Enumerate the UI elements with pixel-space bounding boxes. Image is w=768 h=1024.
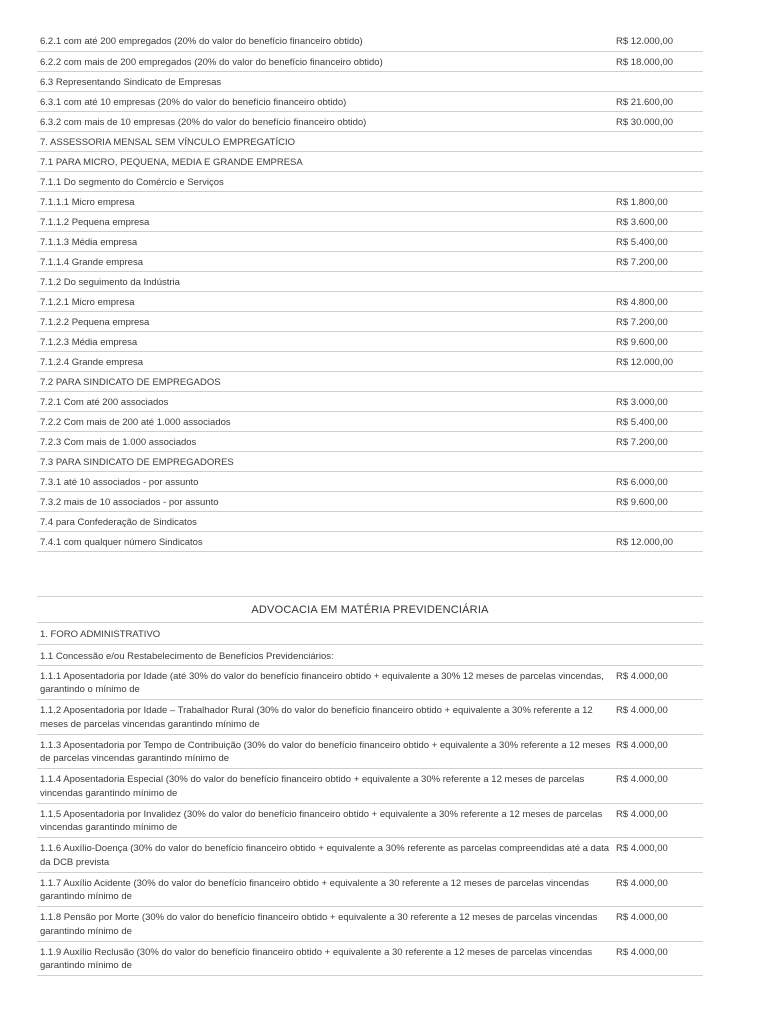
row-description: 1. FORO ADMINISTRATIVO xyxy=(37,623,613,644)
table-row xyxy=(37,71,703,91)
table-row xyxy=(37,907,703,942)
row-price: R$ 9.600,00 xyxy=(613,491,703,511)
row-price: R$ 5.400,00 xyxy=(613,411,703,431)
row-price: R$ 7.200,00 xyxy=(613,311,703,331)
row-price xyxy=(613,151,703,171)
table-row xyxy=(37,191,703,211)
table-row xyxy=(37,291,703,311)
row-description: 7.1 PARA MICRO, PEQUENA, MEDIA E GRANDE EMPRESA xyxy=(37,151,613,171)
row-price: R$ 4.000,00 xyxy=(613,700,703,735)
table-row xyxy=(37,151,703,171)
table-row xyxy=(37,700,703,735)
row-price: R$ 4.000,00 xyxy=(613,872,703,907)
row-price xyxy=(613,511,703,531)
row-description: 7.1.2.3 Média empresa xyxy=(37,331,613,351)
table-row xyxy=(37,391,703,411)
fee-table-social-security xyxy=(37,623,703,976)
row-description: 1.1.6 Auxílio-Doença (30% do valor do benefício financeiro obtido + equivalente a 30% referente as parcelas compreendidas até a data da DCB prevista xyxy=(37,838,613,873)
row-description: 7.2.3 Com mais de 1.000 associados xyxy=(37,431,613,451)
row-description: 7.2.1 Com até 200 associados xyxy=(37,391,613,411)
table-row xyxy=(37,351,703,371)
row-description: 1.1.1 Aposentadoria por Idade (até 30% do valor do benefício financeiro obtido + equivalente a 30% 12 meses de parcelas vincendas, garantindo o mínimo de xyxy=(37,665,613,700)
row-description: 7.1.1.2 Pequena empresa xyxy=(37,211,613,231)
table-row xyxy=(37,665,703,700)
row-description: 7.2 PARA SINDICATO DE EMPREGADOS xyxy=(37,371,613,391)
row-description: 6.3 Representando Sindicato de Empresas xyxy=(37,71,613,91)
row-price: R$ 18.000,00 xyxy=(613,51,703,71)
row-price: R$ 4.000,00 xyxy=(613,838,703,873)
row-description: 1.1.4 Aposentadoria Especial (30% do valor do benefício financeiro obtido + equivalente a 30% referente a 12 meses de parcelas vincendas garantindo mínimo de xyxy=(37,769,613,804)
fee-table-social-security-body xyxy=(37,623,703,976)
row-price: R$ 4.800,00 xyxy=(613,291,703,311)
row-description: 7.4.1 com qualquer número Sindicatos xyxy=(37,531,613,551)
row-price: R$ 12.000,00 xyxy=(613,351,703,371)
table-row xyxy=(37,734,703,769)
row-description: 1.1.3 Aposentadoria por Tempo de Contribuição (30% do valor do benefício financeiro obtido + equivalente a 30% referente a 12 meses de parcelas vincendas garantindo mínimo de xyxy=(37,734,613,769)
table-row xyxy=(37,211,703,231)
row-description: 7.1.2.1 Micro empresa xyxy=(37,291,613,311)
row-description: 7.1.1 Do segmento do Comércio e Serviços xyxy=(37,171,613,191)
row-price: R$ 12.000,00 xyxy=(613,531,703,551)
table-row xyxy=(37,51,703,71)
row-price xyxy=(613,451,703,471)
row-description: 7. ASSESSORIA MENSAL SEM VÍNCULO EMPREGATÍCIO xyxy=(37,131,613,151)
section-title: ADVOCACIA EM MATÉRIA PREVIDENCIÁRIA xyxy=(37,596,703,623)
table-row xyxy=(37,271,703,291)
row-price xyxy=(613,371,703,391)
table-row xyxy=(37,431,703,451)
table-row xyxy=(37,111,703,131)
fee-table-labor-body xyxy=(37,31,703,551)
row-description: 7.1.1.4 Grande empresa xyxy=(37,251,613,271)
row-description: 7.1.1.3 Média empresa xyxy=(37,231,613,251)
row-description: 1.1.9 Auxílio Reclusão (30% do valor do benefício financeiro obtido + equivalente a 30 referente a 12 meses de parcelas vincendas garantindo mínimo de xyxy=(37,941,613,976)
table-row xyxy=(37,91,703,111)
row-price: R$ 4.000,00 xyxy=(613,769,703,804)
table-row xyxy=(37,411,703,431)
row-price xyxy=(613,71,703,91)
row-description: 7.1.1.1 Micro empresa xyxy=(37,191,613,211)
row-description: 7.3 PARA SINDICATO DE EMPREGADORES xyxy=(37,451,613,471)
row-price: R$ 4.000,00 xyxy=(613,665,703,700)
row-description: 1.1.5 Aposentadoria por Invalidez (30% do valor do benefício financeiro obtido + equivalente a 30% referente a 12 meses de parcelas vincendas garantindo mínimo de xyxy=(37,803,613,838)
row-price: R$ 9.600,00 xyxy=(613,331,703,351)
row-price: R$ 4.000,00 xyxy=(613,803,703,838)
row-price: R$ 4.000,00 xyxy=(613,907,703,942)
table-row xyxy=(37,644,703,665)
row-description: 6.2.1 com até 200 empregados (20% do valor do benefício financeiro obtido) xyxy=(37,31,613,51)
row-description: 7.1.2 Do seguimento da Indústria xyxy=(37,271,613,291)
table-row xyxy=(37,872,703,907)
row-price xyxy=(613,644,703,665)
table-row xyxy=(37,311,703,331)
table-row xyxy=(37,769,703,804)
row-description: 6.3.2 com mais de 10 empresas (20% do valor do benefício financeiro obtido) xyxy=(37,111,613,131)
row-price: R$ 3.000,00 xyxy=(613,391,703,411)
table-row xyxy=(37,331,703,351)
table-row xyxy=(37,171,703,191)
table-row xyxy=(37,803,703,838)
table-row xyxy=(37,623,703,644)
row-description: 7.3.2 mais de 10 associados - por assunto xyxy=(37,491,613,511)
row-description: 6.3.1 com até 10 empresas (20% do valor do benefício financeiro obtido) xyxy=(37,91,613,111)
row-description: 7.2.2 Com mais de 200 até 1.000 associados xyxy=(37,411,613,431)
row-price: R$ 1.800,00 xyxy=(613,191,703,211)
row-price: R$ 3.600,00 xyxy=(613,211,703,231)
row-price: R$ 12.000,00 xyxy=(613,31,703,51)
row-description: 7.3.1 até 10 associados - por assunto xyxy=(37,471,613,491)
row-description: 1.1 Concessão e/ou Restabelecimento de Benefícios Previdenciários: xyxy=(37,644,613,665)
table-row xyxy=(37,511,703,531)
table-row xyxy=(37,371,703,391)
fee-table-labor xyxy=(37,31,703,552)
row-description: 1.1.2 Aposentadoria por Idade – Trabalhador Rural (30% do valor do benefício financeiro obtido + equivalente a 30% referente a 12 meses de parcelas vincendas garantindo mínimo de xyxy=(37,700,613,735)
row-description: 1.1.7 Auxílio Acidente (30% do valor do benefício financeiro obtido + equivalente a 30 referente a 12 meses de parcelas vincendas garantindo mínimo de xyxy=(37,872,613,907)
table-row xyxy=(37,451,703,471)
row-price xyxy=(613,271,703,291)
table-row xyxy=(37,131,703,151)
row-price: R$ 30.000,00 xyxy=(613,111,703,131)
row-description: 7.1.2.2 Pequena empresa xyxy=(37,311,613,331)
row-price: R$ 21.600,00 xyxy=(613,91,703,111)
table-row xyxy=(37,838,703,873)
row-price xyxy=(613,171,703,191)
row-description: 6.2.2 com mais de 200 empregados (20% do valor do benefício financeiro obtido) xyxy=(37,51,613,71)
row-price: R$ 7.200,00 xyxy=(613,251,703,271)
row-price: R$ 7.200,00 xyxy=(613,431,703,451)
table-row xyxy=(37,251,703,271)
row-price xyxy=(613,131,703,151)
row-price xyxy=(613,623,703,644)
row-description: 7.4 para Confederação de Sindicatos xyxy=(37,511,613,531)
row-price: R$ 4.000,00 xyxy=(613,941,703,976)
table-row xyxy=(37,471,703,491)
table-row xyxy=(37,31,703,51)
table-row xyxy=(37,491,703,511)
row-description: 1.1.8 Pensão por Morte (30% do valor do benefício financeiro obtido + equivalente a 30 referente a 12 meses de parcelas vincendas garantindo mínimo de xyxy=(37,907,613,942)
table-row xyxy=(37,231,703,251)
row-price: R$ 4.000,00 xyxy=(613,734,703,769)
table-row xyxy=(37,531,703,551)
row-description: 7.1.2.4 Grande empresa xyxy=(37,351,613,371)
row-price: R$ 5.400,00 xyxy=(613,231,703,251)
table-row xyxy=(37,941,703,976)
row-price: R$ 6.000,00 xyxy=(613,471,703,491)
